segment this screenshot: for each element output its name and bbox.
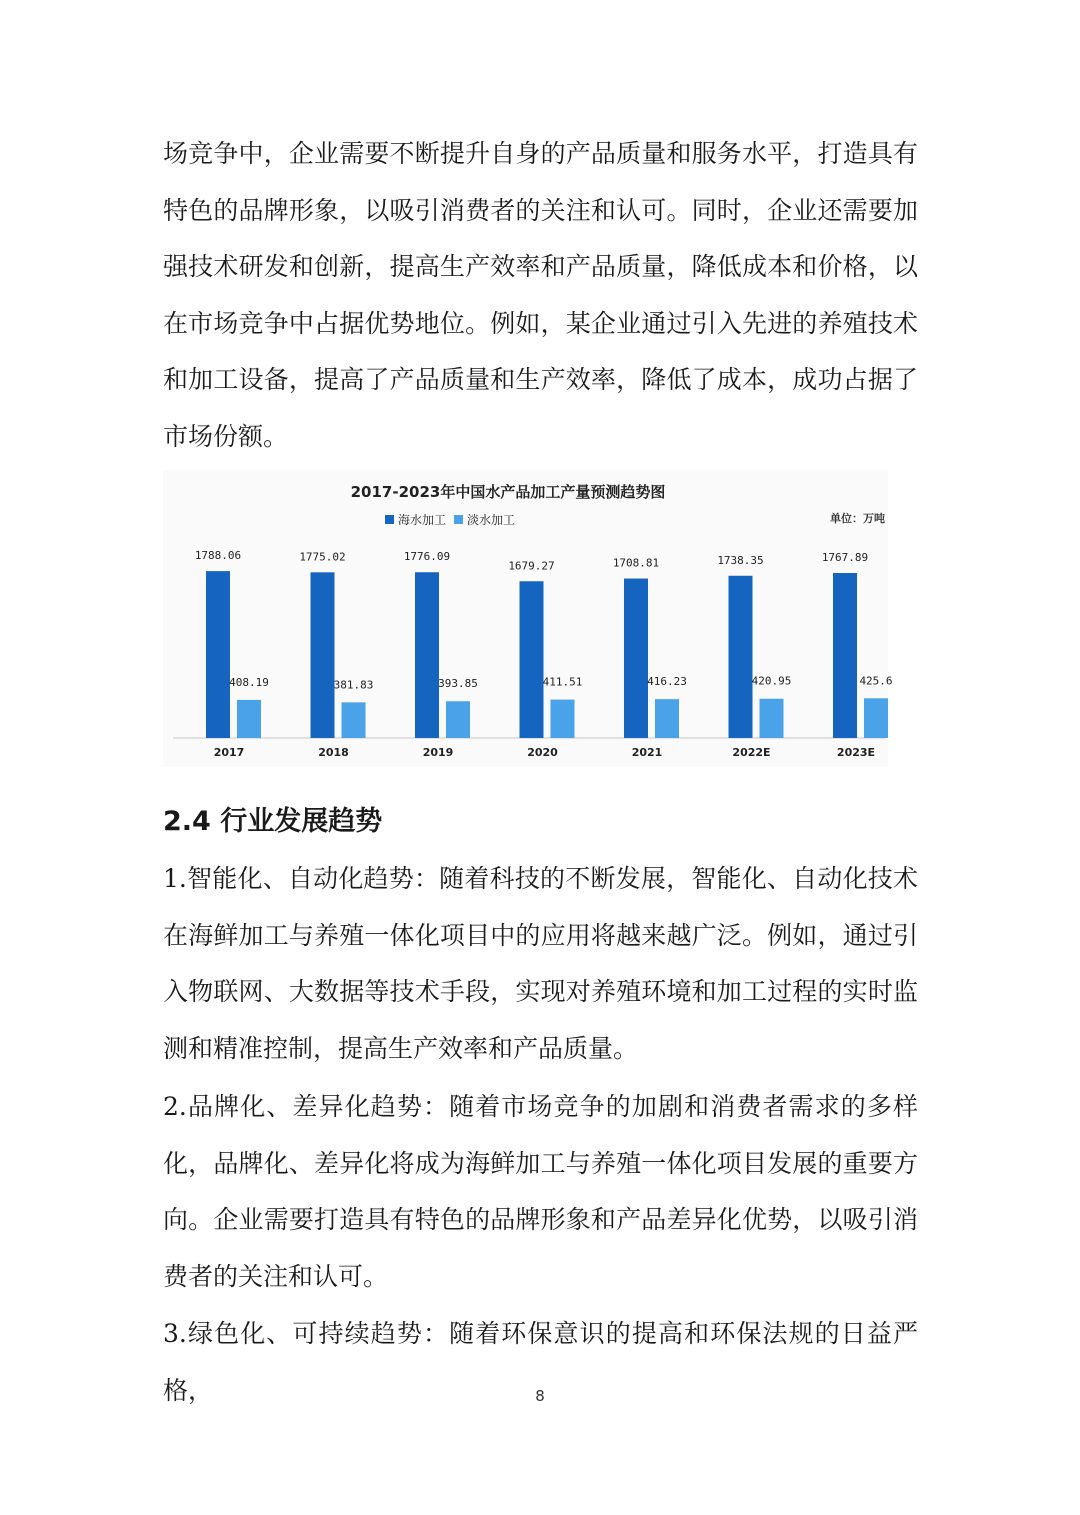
legend-label-sea: 海水加工	[398, 513, 447, 527]
bar-fresh-2017	[237, 700, 261, 738]
x-tick-2018: 2018	[318, 746, 349, 759]
bar-sea-2022E	[729, 576, 753, 738]
x-tick-2022E: 2022E	[732, 746, 771, 759]
x-tick-2023E: 2023E	[836, 746, 876, 759]
unit-label: 单位：万吨	[830, 512, 885, 525]
bar-sea-2018	[311, 572, 335, 738]
data-label-sea-2022E: 1738.35	[717, 553, 764, 567]
bar-fresh-2019	[446, 701, 470, 738]
bar-fresh-2018	[342, 702, 366, 738]
data-label-sea-2021: 1708.81	[612, 556, 660, 570]
data-label-sea-2017: 1788.06	[194, 549, 242, 563]
data-label-sea-2019: 1776.09	[403, 550, 451, 564]
legend-swatch-fresh	[454, 515, 463, 524]
bar-fresh-2021	[655, 699, 679, 738]
section-heading: 2.4 行业发展趋势	[163, 806, 383, 837]
trend-item-3: 3.绿色化、可持续趋势：随着环保意识的提高和环保法规的日益严格，	[163, 1319, 918, 1405]
bar-sea-2020	[520, 581, 544, 738]
trend-item-1: 1.智能化、自动化趋势：随着科技的不断发展，智能化、自动化技术在海鲜加工与养殖一体化项目中的应用将越来越广泛。例如，通过引入物联网、大数据等技术手段，实现对养殖环境和加工过程的实时监测和精准控制，提高生产效率和产品质量。	[163, 864, 918, 1063]
data-label-fresh-2022E: 420.95	[751, 674, 792, 688]
bar-sea-2017	[206, 571, 230, 738]
x-tick-2021: 2021	[631, 746, 663, 759]
bar-fresh-2023E	[864, 698, 888, 738]
data-label-fresh-2017: 408.19	[229, 675, 269, 689]
trend-item-2: 2.品牌化、差异化趋势：随着市场竞争的加剧和消费者需求的多样化，品牌化、差异化将成为海鲜加工与养殖一体化项目发展的重要方向。企业需要打造具有特色的品牌形象和产品差异化优势，以吸引消费者的关注和认可。	[163, 1092, 918, 1291]
data-label-sea-2018: 1775.02	[299, 550, 346, 564]
chart-title: 2017-2023年中国水产品加工产量预测趋势图	[350, 483, 666, 501]
data-label-sea-2023E: 1767.89	[821, 550, 869, 564]
data-label-fresh-2018: 381.83	[333, 678, 374, 692]
intro-paragraph: 场竞争中，企业需要不断提升自身的产品质量和服务水平，打造具有特色的品牌形象，以吸引消费者的关注和认可。同时，企业还需要加强技术研发和创新，提高生产效率和产品质量，降低成本和价格，以在市场竞争中占据优势地位。例如，某企业通过引入先进的养殖技术和加工设备，提高了产品质量和生产效率，降低了成本，成功占据了市场份额。	[163, 139, 918, 451]
legend-label-fresh: 淡水加工	[467, 513, 516, 527]
x-tick-2019: 2019	[422, 746, 454, 759]
x-tick-2017: 2017	[213, 746, 245, 759]
bar-sea-2023E	[833, 573, 857, 738]
data-label-fresh-2021: 416.23	[647, 675, 687, 689]
data-label-fresh-2023E: 425.6	[859, 674, 893, 688]
bar-sea-2021	[624, 579, 648, 738]
data-label-sea-2020: 1679.27	[508, 559, 555, 573]
x-tick-2020: 2020	[527, 746, 558, 759]
bar-sea-2019	[415, 572, 439, 738]
bar-fresh-2022E	[760, 699, 784, 738]
bar-fresh-2020	[551, 700, 575, 738]
data-label-fresh-2019: 393.85	[438, 677, 478, 691]
production-chart	[163, 470, 893, 767]
data-label-fresh-2020: 411.51	[542, 675, 583, 689]
legend-swatch-sea	[385, 515, 394, 524]
page-number: 8	[535, 1387, 545, 1405]
chart-svg	[163, 470, 893, 767]
